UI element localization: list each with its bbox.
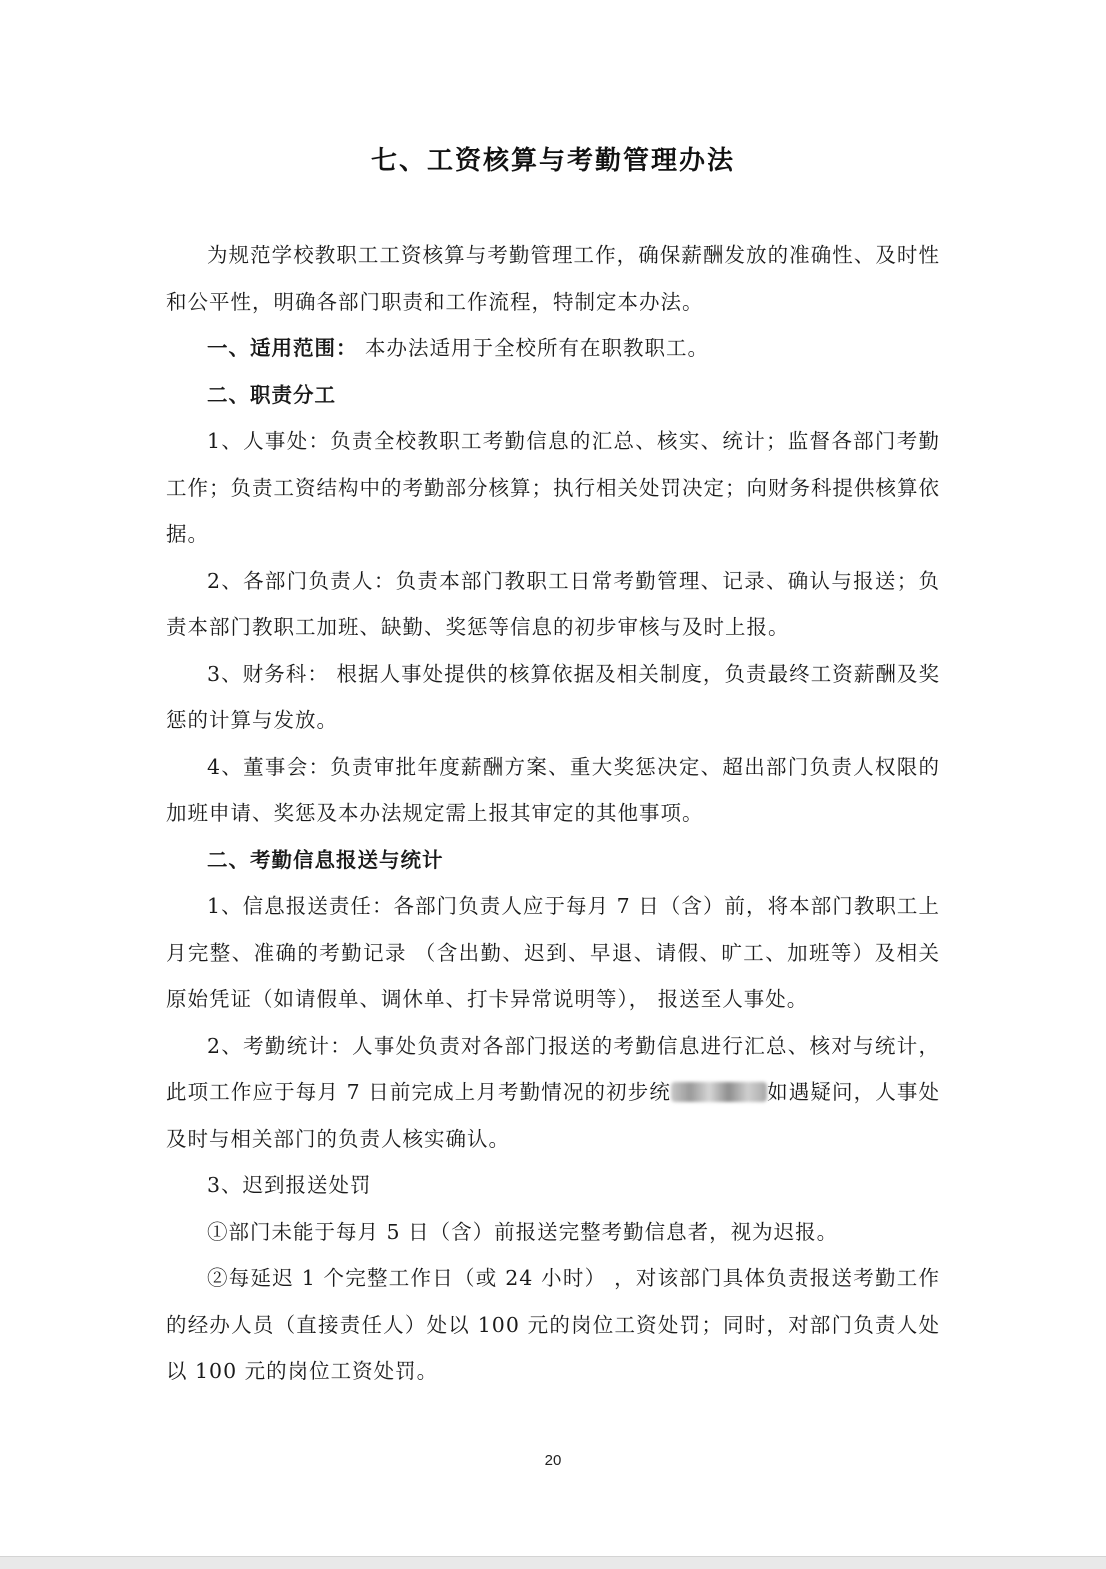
attendance-item-statistics bbox=[166, 1023, 940, 1163]
viewer-bottom-edge bbox=[0, 1556, 1106, 1569]
document-body bbox=[166, 232, 940, 1395]
duty-item-finance: 3、财务科： 根据人事处提供的核算依据及相关制度，负责最终工资薪酬及奖惩的计算与发放。 bbox=[166, 661, 940, 732]
attendance-item-penalty-heading: 3、迟到报送处罚 bbox=[207, 1173, 372, 1197]
scope-paragraph bbox=[166, 325, 940, 372]
statistics-text-before: 2、考勤统计：人事处负责对各部门报送的考勤信息进行汇总、核对与统计，此项工作应于每月 7 日前完成上月考勤情况的初步统 bbox=[166, 1033, 940, 1104]
document-title: 七、工资核算与考勤管理办法 bbox=[370, 146, 735, 176]
duty-item-dept-heads: 2、各部门负责人：负责本部门教职工日常考勤管理、记录、确认与报送；负责本部门教职工加班、缺勤、奖惩等信息的初步审核与及时上报。 bbox=[166, 568, 940, 639]
redacted-blur bbox=[671, 1082, 767, 1102]
intro-paragraph: 为规范学校教职工工资核算与考勤管理工作，确保薪酬发放的准确性、及时性和公平性，明确各部门职责和工作流程，特制定本办法。 bbox=[166, 243, 940, 314]
statistics-text-after: 如遇疑问，人事处及时与相关部门的负责人核实确认。 bbox=[166, 1080, 940, 1151]
scope-text: 本办法适用于全校所有在职教职工。 bbox=[357, 336, 710, 360]
duties-heading: 二、职责分工 bbox=[207, 382, 336, 407]
page-number: 20 bbox=[544, 1452, 562, 1469]
penalty-rule-1: ①部门未能于每月 5 日（含）前报送完整考勤信息者，视为迟报。 bbox=[207, 1219, 839, 1244]
scope-heading: 一、适用范围： bbox=[207, 336, 358, 360]
duty-item-hr: 1、人事处：负责全校教职工考勤信息的汇总、核实、统计；监督各部门考勤工作；负责工资结构中的考勤部分核算；执行相关处罚决定；向财务科提供核算依据。 bbox=[166, 429, 940, 546]
attendance-heading: 二、考勤信息报送与统计 bbox=[207, 847, 444, 872]
attendance-item-reporting: 1、信息报送责任：各部门负责人应于每月 7 日（含）前，将本部门教职工上月完整、准确的考勤记录 （含出勤、迟到、早退、请假、旷工、加班等）及相关原始凭证（如请假单、调休单、打卡异常说明等）， 报送至人事处。 bbox=[166, 894, 940, 1011]
duty-item-board: 4、董事会：负责审批年度薪酬方案、重大奖惩决定、超出部门负责人权限的加班申请、奖惩及本办法规定需上报其审定的其他事项。 bbox=[166, 754, 940, 825]
penalty-rule-2: ②每延迟 1 个完整工作日（或 24 小时） ，对该部门具体负责报送考勤工作的经办人员（直接责任人）处以 100 元的岗位工资处罚；同时，对部门负责人处以 100 元的岗位工资处罚。 bbox=[166, 1266, 940, 1383]
